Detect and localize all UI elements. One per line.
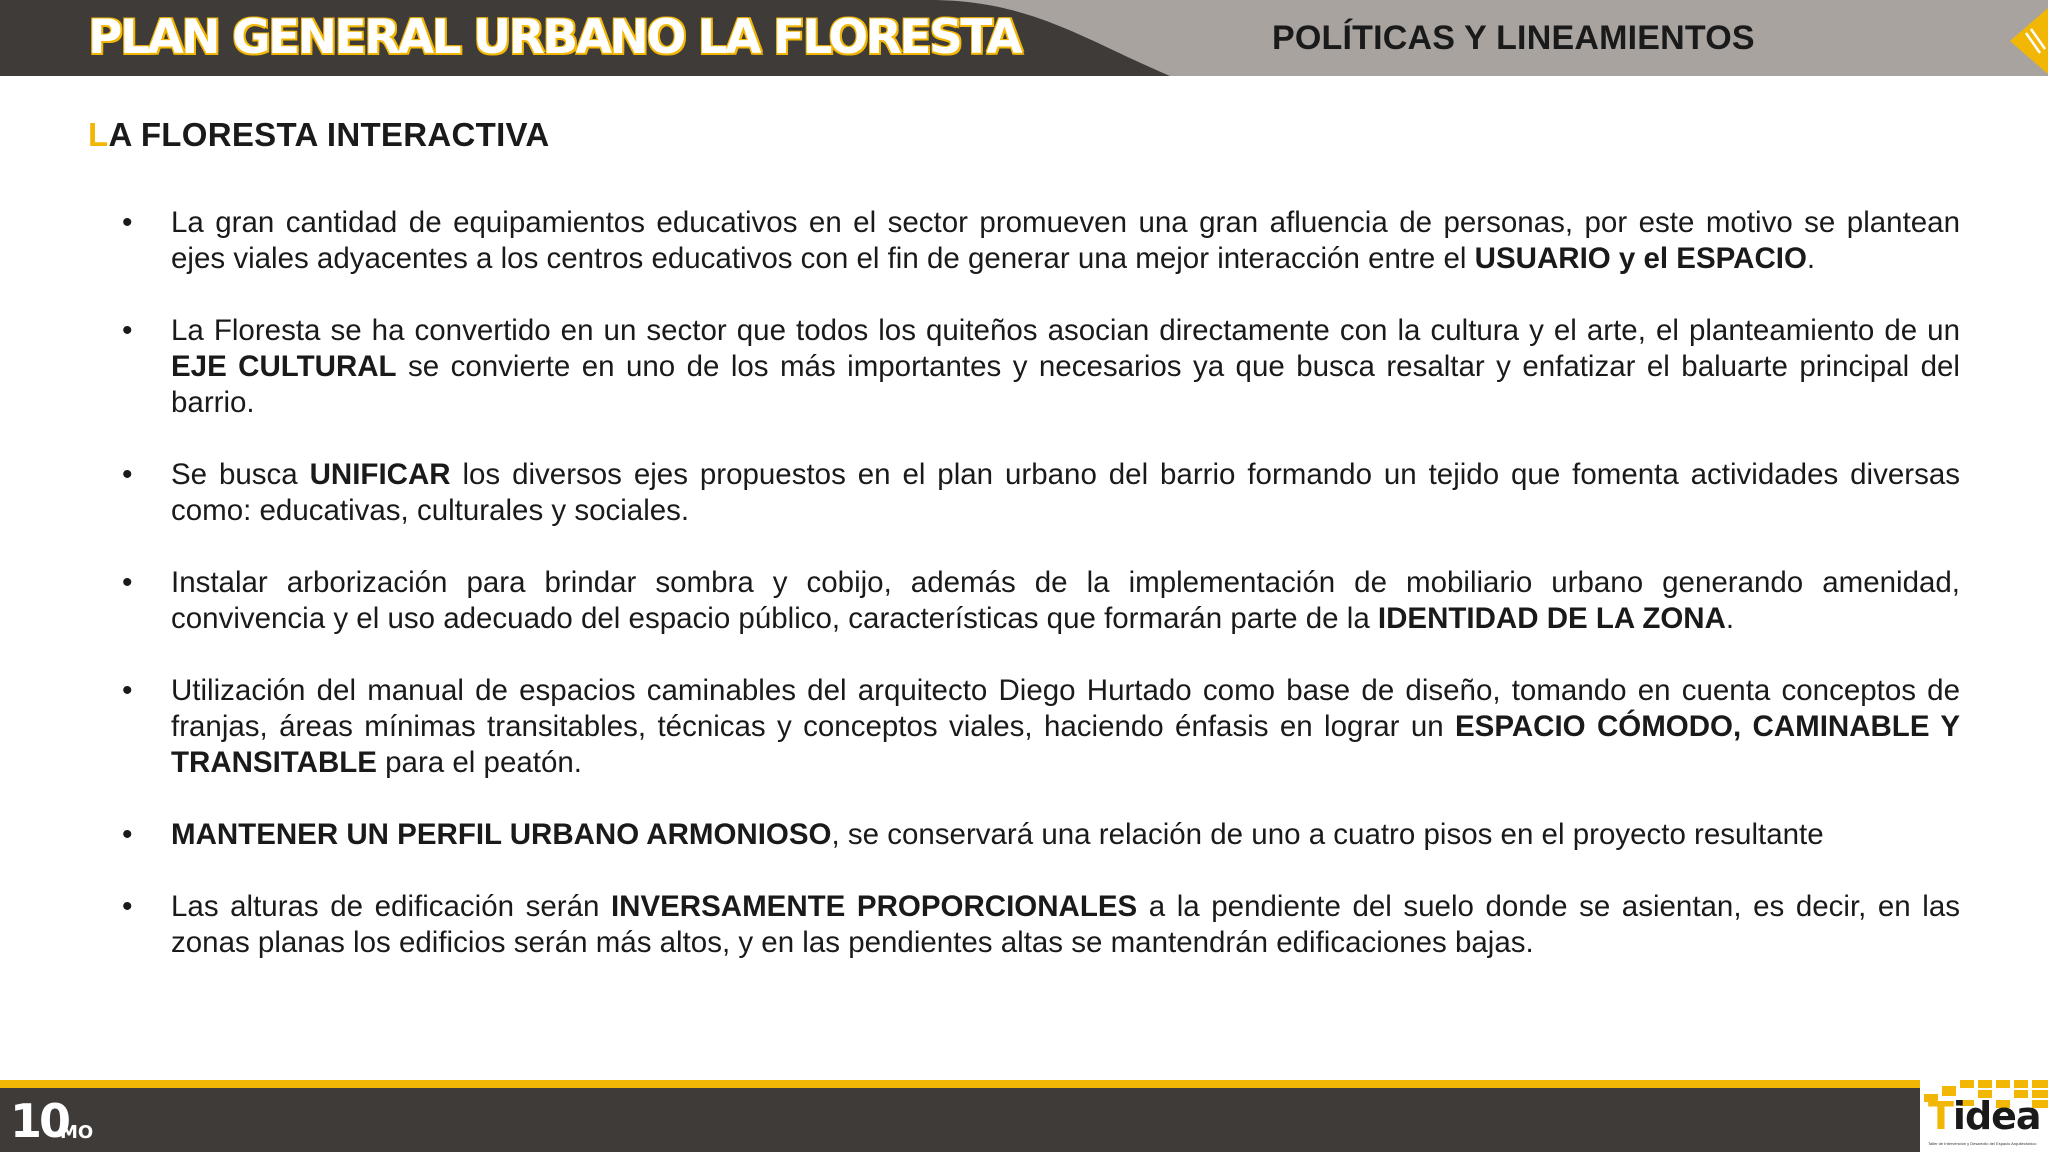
logo-wordmark: [1928, 1094, 2041, 1138]
logo-letter: T: [1928, 1094, 1953, 1138]
bullet-text: .: [1806, 242, 1816, 275]
logo-tagline: Taller de Intervención y Desarrollo del Espacio Arquitectónico: [1928, 1141, 2037, 1146]
bullet-item: [120, 565, 1960, 637]
bullet-item: [120, 313, 1960, 421]
bullet-emphasis: EJE CULTURAL: [171, 350, 397, 383]
bullet-text: a la pendiente del suelo donde se asientan, es decir, en las zonas planas los edificios serán más altos, y en las pendientes altas se mantendrán edificaciones bajas.: [171, 890, 1960, 959]
bullet-item: [120, 205, 1960, 277]
presentation-title: PLAN GENERAL URBANO LA FLORESTA: [88, 10, 1021, 65]
bullet-text: La gran cantidad de equipamientos educativos en el sector promueven una gran afluencia de personas, por este motivo se plantean ejes viales adyacentes a los centros educativos con el fin de generar una mejor interacción entre el: [171, 206, 1960, 275]
bullet-list: [120, 205, 1960, 997]
bullet-text: Utilización del manual de espacios caminables del arquitecto Diego Hurtado como base de diseño, tomando en cuenta conceptos de franjas, áreas mínimas transitables, técnicas y conceptos viales, haciendo énfasis en lograr un: [171, 674, 1960, 743]
bullet-text: para el peatón.: [376, 746, 582, 779]
bullet-item: [120, 817, 1960, 853]
page-number: 10: [10, 1094, 69, 1148]
footer-accent-line: [0, 1080, 2048, 1088]
bullet-text: , se conservará una relación de uno a cuatro pisos en el proyecto resultante: [831, 818, 1824, 851]
bullet-text: los diversos ejes propuestos en el plan urbano del barrio formando un tejido que fomenta actividades diversas como: educativas, culturales y sociales.: [171, 458, 1960, 527]
bullet-text: Las alturas de edificación serán: [171, 890, 611, 923]
bullet-text: Instalar arborización para brindar sombra y cobijo, además de la implementación de mobiliario urbano generando amenidad, convivencia y el uso adecuado del espacio público, características que formarán parte de la: [171, 566, 1960, 635]
section-label: POLÍTICAS Y LINEAMIENTOS: [1272, 19, 1755, 57]
bullet-emphasis: INVERSAMENTE PROPORCIONALES: [610, 890, 1138, 923]
slide-subtitle: [88, 116, 550, 154]
pencil-icon: [2004, 8, 2048, 74]
bullet-item: [120, 457, 1960, 529]
bullet-emphasis: MANTENER UN PERFIL URBANO ARMONIOSO: [171, 818, 832, 851]
footer-bar: [0, 1088, 2048, 1152]
subtitle-rest: A FLORESTA INTERACTIVA: [108, 116, 550, 153]
logo-word: idea: [1952, 1094, 2041, 1138]
bullet-item: [120, 889, 1960, 961]
subtitle-first-letter: L: [88, 116, 109, 153]
bullet-emphasis: USUARIO y el ESPACIO: [1474, 242, 1807, 275]
bullet-text: La Floresta se ha convertido en un sector que todos los quiteños asocian directamente con la cultura y el arte, el planteamiento de un: [171, 314, 1960, 347]
bullet-emphasis: IDENTIDAD DE LA ZONA: [1377, 602, 1726, 635]
bullet-text: Se busca: [171, 458, 310, 491]
bullet-text: .: [1725, 602, 1735, 635]
bullet-emphasis: ESPACIO CÓMODO, CAMINABLE Y TRANSITABLE: [171, 710, 1960, 779]
bullet-text: se convierte en uno de los más importantes y necesarios ya que busca resaltar y enfatizar el baluarte principal del barrio.: [171, 350, 1960, 419]
bullet-emphasis: UNIFICAR: [309, 458, 451, 491]
page-number-suffix: MO: [60, 1122, 94, 1143]
bullet-item: [120, 673, 1960, 781]
